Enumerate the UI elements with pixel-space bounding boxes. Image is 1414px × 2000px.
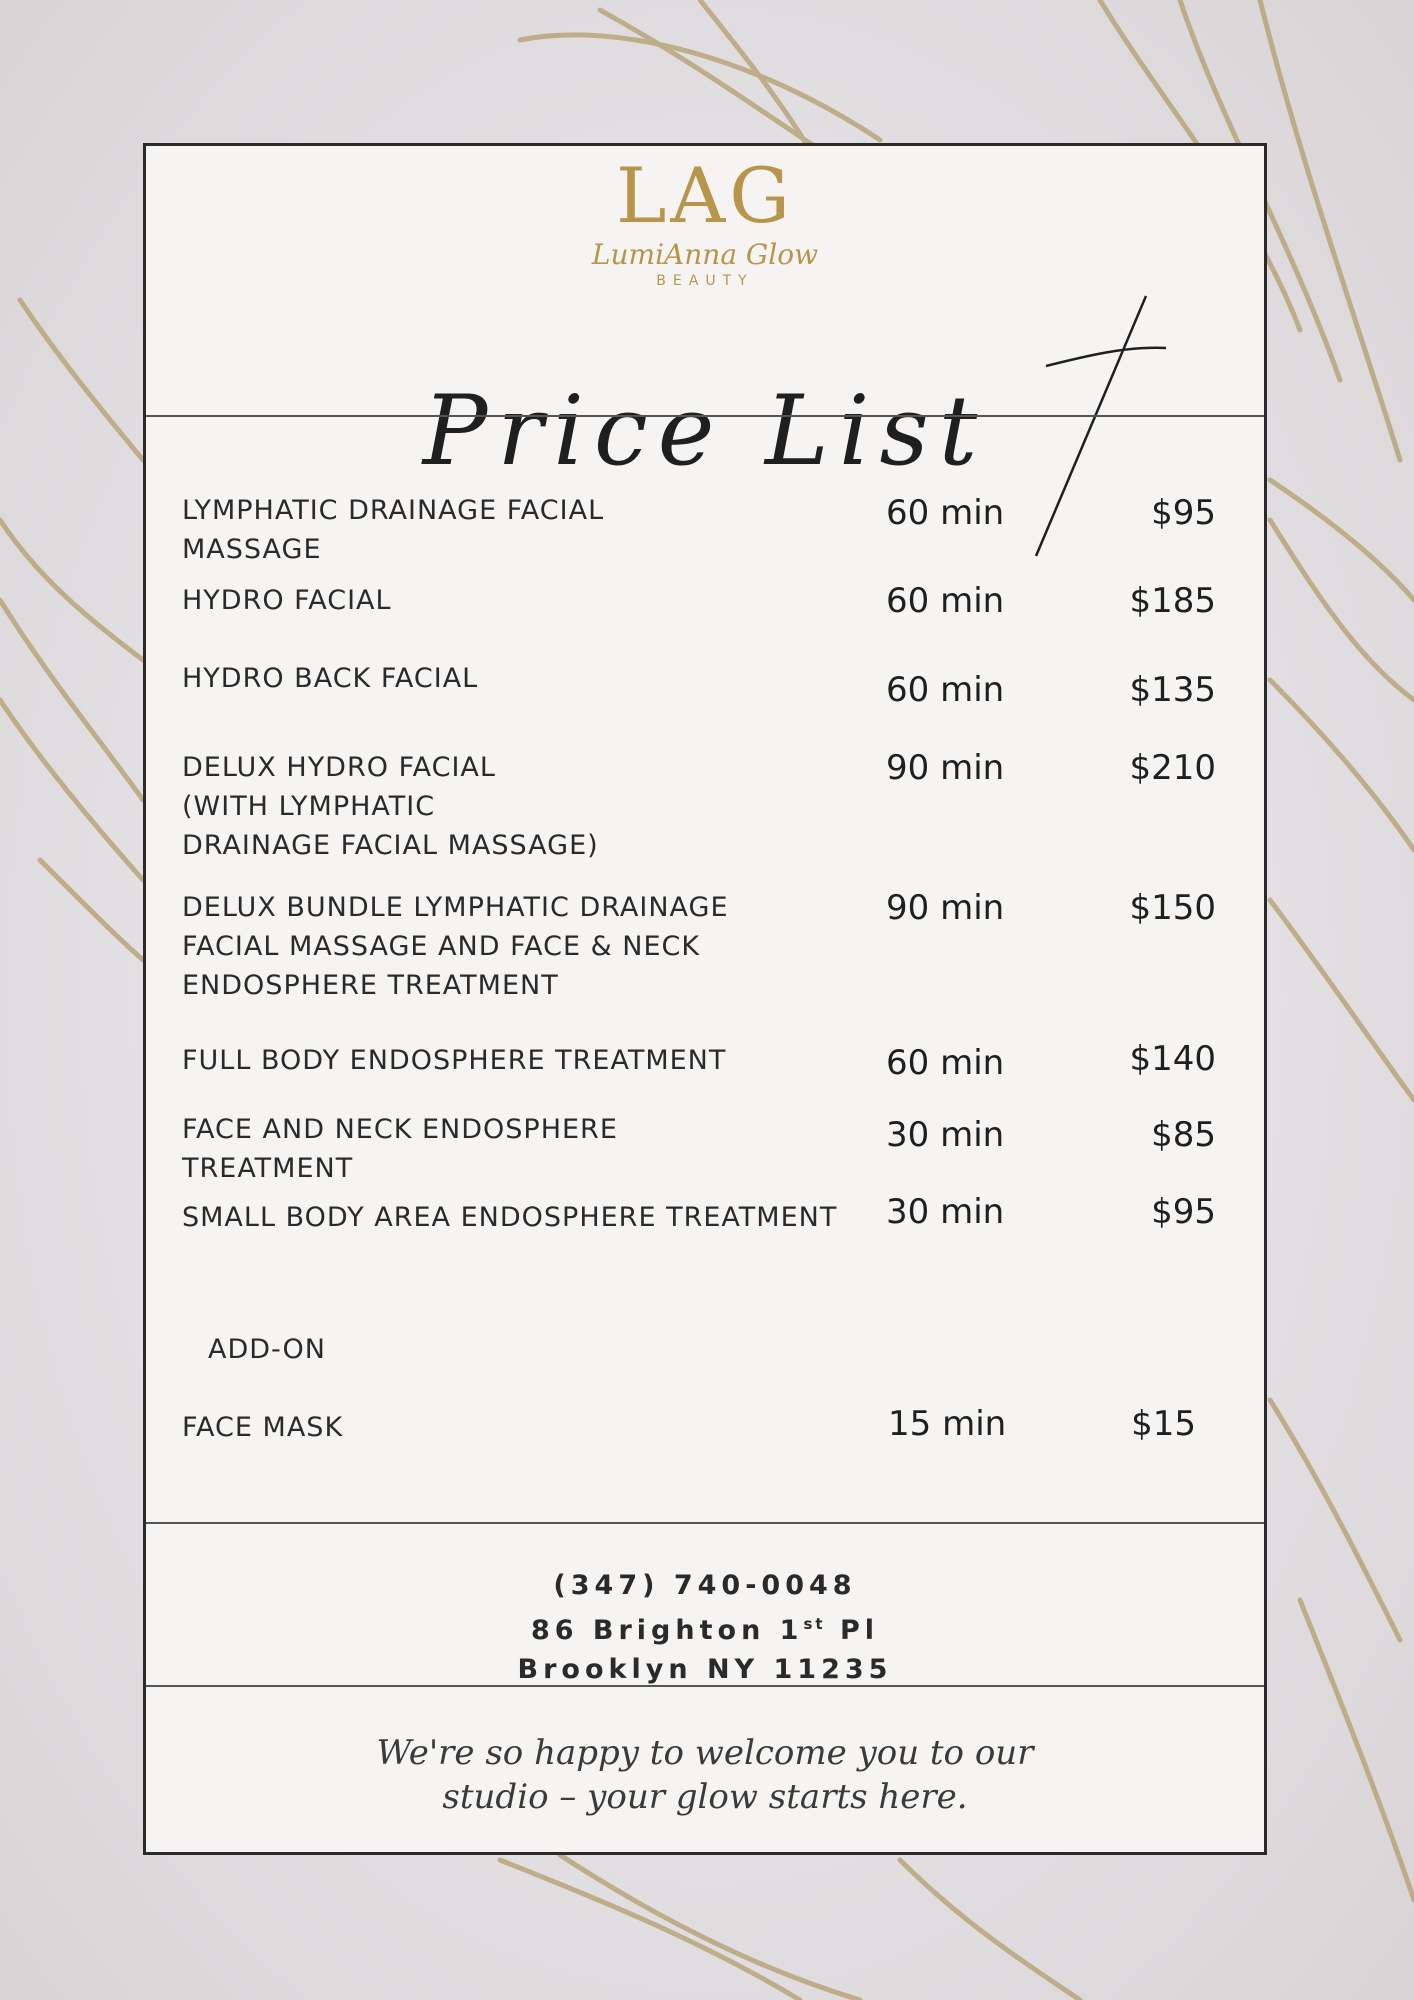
- service-price: $85: [1151, 1115, 1216, 1155]
- phone-number: (347) 740-0048: [553, 1570, 857, 1601]
- logo-tagline: BEAUTY: [656, 273, 754, 289]
- welcome-message: [146, 1731, 1264, 1819]
- street-address: [146, 1605, 1264, 1650]
- welcome-line-1: We're so happy to welcome you to our: [376, 1733, 1034, 1773]
- service-price: $140: [1129, 1039, 1216, 1079]
- logo-brand-name: LumiAnna Glow: [591, 238, 819, 271]
- service-name: HYDRO FACIAL: [182, 585, 392, 616]
- street-suffix: Pl: [825, 1615, 880, 1646]
- service-name: FACE AND NECK ENDOSPHERE TREATMENT: [182, 1114, 618, 1184]
- service-price: $150: [1129, 888, 1216, 928]
- city-line: Brooklyn NY 11235: [517, 1654, 893, 1685]
- service-duration: 30 min: [886, 1115, 1005, 1155]
- service-price: $185: [1129, 581, 1216, 621]
- street-ordinal: st: [803, 1615, 826, 1633]
- welcome-line-2: studio – your glow starts here.: [442, 1777, 968, 1817]
- contact-block: [146, 1566, 1264, 1689]
- contact-top-divider: [146, 1522, 1264, 1524]
- service-name: DELUX BUNDLE LYMPHATIC DRAINAGE FACIAL MASSAGE AND FACE & NECK ENDOSPHERE TREATMENT: [182, 892, 729, 1001]
- service-duration: 30 min: [886, 1192, 1005, 1232]
- logo-monogram: LAG: [615, 151, 795, 240]
- contact-bottom-divider: [146, 1685, 1264, 1687]
- addon-duration: 15 min: [888, 1404, 1007, 1444]
- header-divider: [146, 415, 1264, 417]
- service-name: LYMPHATIC DRAINAGE FACIAL MASSAGE: [182, 495, 605, 565]
- page-title: Price List: [422, 375, 988, 488]
- service-duration: 60 min: [886, 1043, 1005, 1083]
- service-duration: 60 min: [886, 493, 1005, 533]
- service-price: $95: [1151, 493, 1216, 533]
- service-price: $95: [1151, 1192, 1216, 1232]
- price-list-card: [143, 143, 1267, 1855]
- brand-logo: [146, 151, 1264, 289]
- street-prefix: 86 Brighton 1: [530, 1615, 804, 1646]
- addon-price: $15: [1131, 1404, 1196, 1444]
- service-price: $210: [1129, 748, 1216, 788]
- service-name: SMALL BODY AREA ENDOSPHERE TREATMENT: [182, 1202, 838, 1233]
- service-name: FULL BODY ENDOSPHERE TREATMENT: [182, 1045, 727, 1076]
- service-name: HYDRO BACK FACIAL: [182, 663, 479, 694]
- service-duration: 60 min: [886, 581, 1005, 621]
- addon-name: FACE MASK: [182, 1412, 344, 1443]
- service-price: $135: [1129, 670, 1216, 710]
- service-name: DELUX HYDRO FACIAL (WITH LYMPHATIC DRAINAGE FACIAL MASSAGE): [182, 752, 599, 861]
- service-duration: 90 min: [886, 888, 1005, 928]
- addon-heading: ADD-ON: [208, 1334, 326, 1365]
- service-duration: 60 min: [886, 670, 1005, 710]
- service-duration: 90 min: [886, 748, 1005, 788]
